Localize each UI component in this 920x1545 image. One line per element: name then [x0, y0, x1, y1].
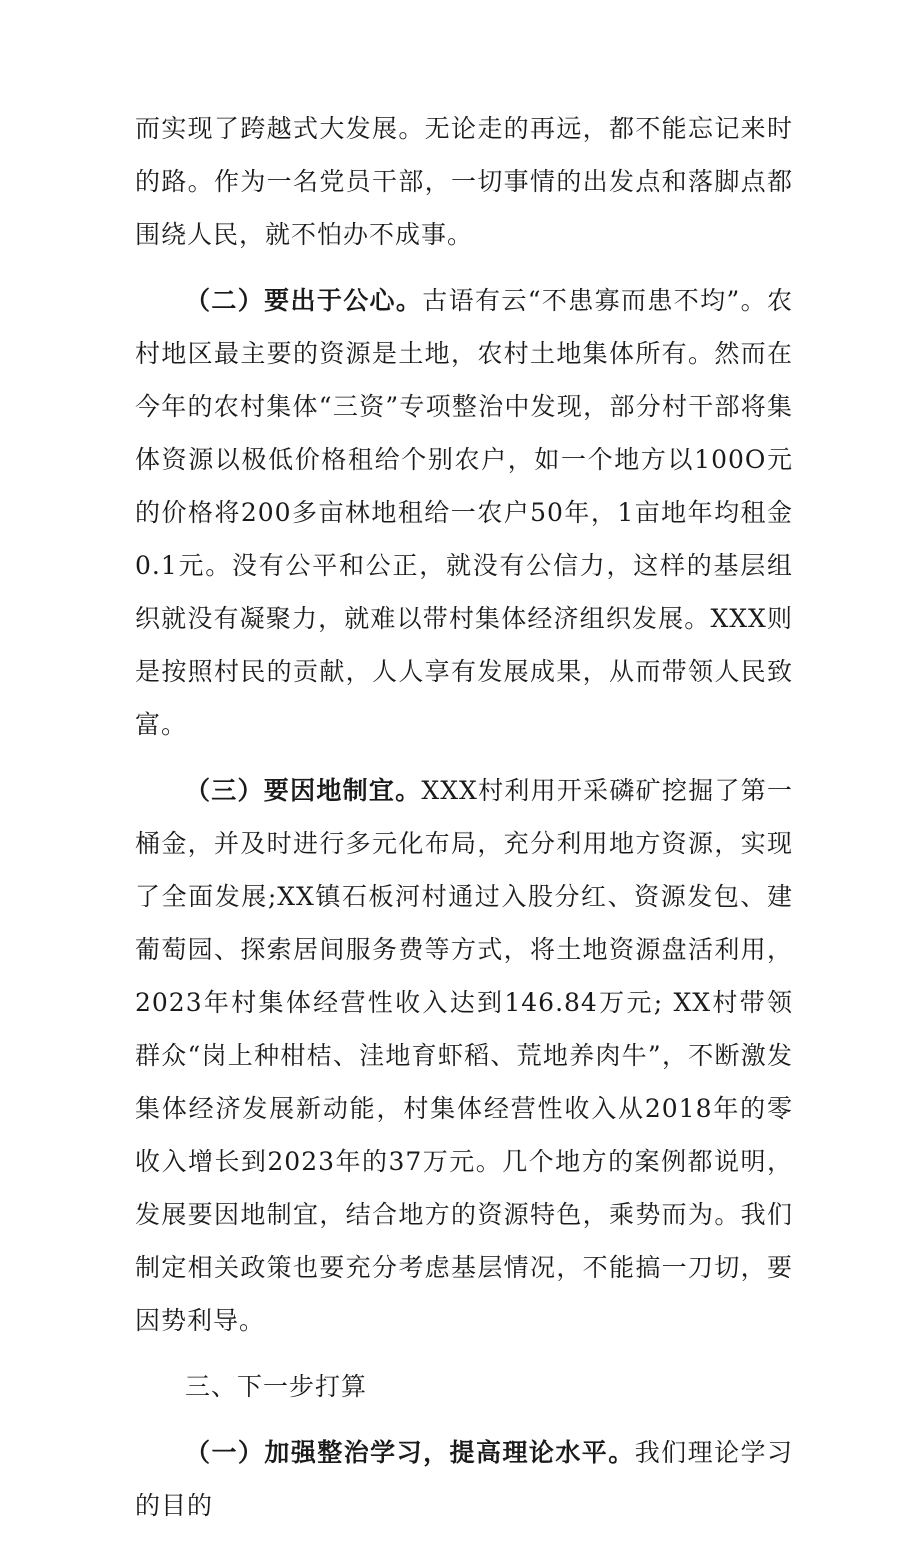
- document-body: [135, 102, 793, 1545]
- paragraph-continuation: [135, 102, 793, 261]
- paragraph-text: 古语有云“不患寡而患不均”。农村地区最主要的资源是土地，农村土地集体所有。然而在今年的农村集体“三资”专项整治中发现，部分村干部将集体资源以极低价格租给个别农户，如一个地方以100O元的价格将200多亩林地租给一农户50年，1亩地年均租金0.1元。没有公平和公正，就没有公信力，这样的基层组织就没有凝聚力，就难以带村集体经济组织发展。XXX则是按照村民的贡献，人人享有发展成果，从而带领人民致富。: [135, 286, 793, 739]
- paragraph-text: XXX村利用开采磷矿挖掘了第一桶金，并及时进行多元化布局，充分利用地方资源，实现了全面发展;XX镇石板河村通过入股分红、资源发包、建葡萄园、探索居间服务费等方式，将土地资源盘活利用，2023年村集体经营性收入达到146.84万元; XX村带领群众“岗上种柑桔、洼地育虾稻、荒地养肉牛”，不断激发集体经济发展新动能，村集体经营性收入从2018年的零收入增长到2023年的37万元。几个地方的案例都说明，发展要因地制宜，结合地方的资源特色，乘势而为。我们制定相关政策也要充分考虑基层情况，不能搞一刀切，要因势利导。: [135, 776, 794, 1335]
- paragraph-next-steps-1: [135, 1426, 793, 1532]
- paragraph-text: 而实现了跨越式大发展。无论走的再远，都不能忘记来时的路。作为一名党员干部，一切事情的出发点和落脚点都围绕人民，就不怕办不成事。: [135, 114, 793, 249]
- chapter-heading-text: 三、下一步打算: [185, 1372, 368, 1401]
- section-heading: （二）要出于公心。: [185, 286, 423, 315]
- section-heading: （三）要因地制宜。: [185, 776, 422, 805]
- chapter-heading: [135, 1360, 793, 1413]
- paragraph-text: 我们理论学习的目的: [135, 1438, 793, 1520]
- section-heading: （一）加强整治学习，提高理论水平。: [185, 1438, 635, 1467]
- paragraph-section-3: [135, 764, 793, 1347]
- paragraph-section-2: [135, 274, 793, 751]
